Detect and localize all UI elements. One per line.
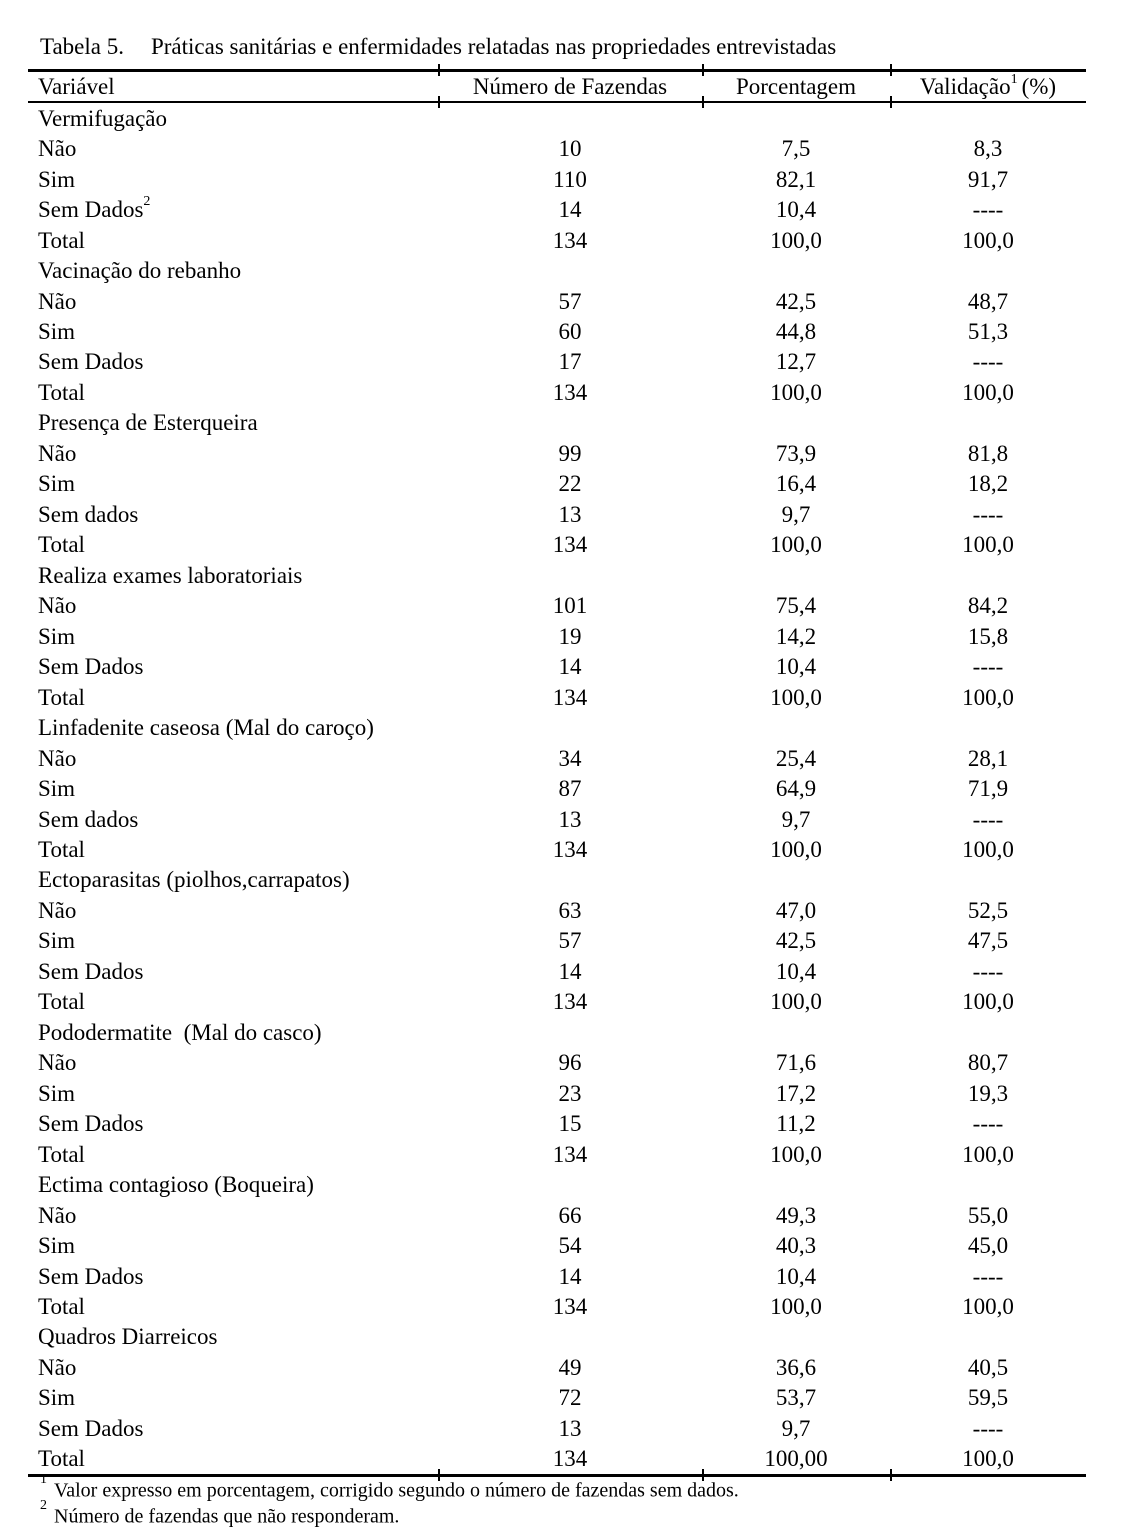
data-row <box>28 1352 1086 1382</box>
percentage-cell: 100,0 <box>770 1294 822 1320</box>
percentage-cell: 17,2 <box>775 1080 817 1106</box>
percentage-cell: 10,4 <box>775 958 817 984</box>
row-label-cell <box>28 1261 438 1291</box>
section-label: Presença de Esterqueira <box>38 410 258 436</box>
row-label-cell <box>28 1413 438 1443</box>
data-row <box>28 164 1086 194</box>
row-label-text: Sem Dados <box>38 654 144 680</box>
data-row <box>28 133 1086 163</box>
row-label-text: Sim <box>38 928 76 954</box>
footnote-2-marker: 2 <box>40 1498 47 1513</box>
footnote-ref-2: 2 <box>143 194 151 210</box>
validation-cell: ---- <box>972 197 1004 223</box>
farms-cell: 57 <box>558 928 582 954</box>
validation-cell: 18,2 <box>967 471 1009 497</box>
column-border-tick <box>890 1469 892 1481</box>
percentage-cell: 10,4 <box>775 197 817 223</box>
validation-cell: 100,0 <box>962 836 1014 862</box>
row-label-text: Total <box>38 532 85 558</box>
farms-cell: 13 <box>558 806 582 832</box>
data-row <box>28 804 1086 834</box>
data-row <box>28 316 1086 346</box>
section-row <box>28 865 1086 895</box>
footnote-1-marker: 1 <box>40 1472 47 1487</box>
percentage-cell: 9,7 <box>781 1415 811 1441</box>
row-label-cell <box>28 347 438 377</box>
validation-cell: 45,0 <box>967 1233 1009 1259</box>
footnote-ref-1: 1 <box>1010 72 1018 88</box>
row-label-cell <box>28 1291 438 1321</box>
data-row <box>28 926 1086 956</box>
percentage-cell: 100,00 <box>764 1446 828 1472</box>
farms-cell: 99 <box>558 440 582 466</box>
farms-cell: 57 <box>558 288 582 314</box>
validation-cell: 84,2 <box>967 593 1009 619</box>
percentage-cell: 100,0 <box>770 1141 822 1167</box>
row-label-cell <box>28 469 438 499</box>
farms-cell: 134 <box>552 1446 588 1472</box>
percentage-cell: 100,0 <box>770 836 822 862</box>
validation-cell: ---- <box>972 1263 1004 1289</box>
row-label-text: Total <box>38 1446 85 1472</box>
validation-cell: 40,5 <box>967 1354 1009 1380</box>
farms-cell: 14 <box>558 1263 582 1289</box>
percentage-cell: 42,5 <box>775 288 817 314</box>
farms-cell: 101 <box>552 593 588 619</box>
validation-cell: 80,7 <box>967 1050 1009 1076</box>
row-label-text: Sim <box>38 319 76 345</box>
col-header-variable: Variável <box>28 71 438 103</box>
data-row <box>28 773 1086 803</box>
col-header-farms: Número de Fazendas <box>438 71 702 103</box>
section-row <box>28 1322 1086 1352</box>
section-label: Vacinação do rebanho <box>38 258 242 284</box>
farms-cell: 60 <box>558 319 582 345</box>
validation-cell: 100,0 <box>962 684 1014 710</box>
row-label-text: Sim <box>38 1233 76 1259</box>
row-label-text: Sem Dados <box>38 958 144 984</box>
validation-cell: 28,1 <box>967 745 1009 771</box>
row-label-cell <box>28 834 438 864</box>
row-label-cell <box>28 1352 438 1382</box>
percentage-cell: 47,0 <box>775 897 817 923</box>
row-label-text: Sim <box>38 1385 76 1411</box>
row-label-cell <box>28 1200 438 1230</box>
col-header-validation <box>890 71 1086 103</box>
row-label-text: Total <box>38 1141 85 1167</box>
table-caption: Práticas sanitárias e enfermidades relatadas nas propriedades entrevistadas <box>150 34 837 59</box>
farms-cell: 96 <box>558 1050 582 1076</box>
row-label-text: Sim <box>38 623 76 649</box>
validation-cell: 100,0 <box>962 532 1014 558</box>
percentage-cell: 100,0 <box>770 532 822 558</box>
row-label-cell <box>28 316 438 346</box>
row-label-cell <box>28 591 438 621</box>
percentage-cell: 42,5 <box>775 928 817 954</box>
percentage-cell: 82,1 <box>775 166 817 192</box>
validation-cell: 15,8 <box>967 623 1009 649</box>
row-label-text: Não <box>38 745 77 771</box>
data-row <box>28 987 1086 1017</box>
data-row <box>28 286 1086 316</box>
section-label: Quadros Diarreicos <box>38 1324 218 1350</box>
farms-cell: 134 <box>552 989 588 1015</box>
percentage-cell: 71,6 <box>775 1050 817 1076</box>
validation-cell: ---- <box>972 806 1004 832</box>
percentage-cell: 100,0 <box>770 989 822 1015</box>
data-row <box>28 1230 1086 1260</box>
data-row <box>28 1291 1086 1321</box>
percentage-cell: 100,0 <box>770 379 822 405</box>
row-label-text: Não <box>38 136 77 162</box>
row-label-text: Sem Dados <box>38 1263 144 1289</box>
row-label-cell <box>28 956 438 986</box>
farms-cell: 134 <box>552 1141 588 1167</box>
farms-cell: 34 <box>558 745 582 771</box>
percentage-cell: 7,5 <box>781 136 811 162</box>
row-label-cell <box>28 438 438 468</box>
validation-cell: 59,5 <box>967 1385 1009 1411</box>
row-label-text: Sem Dados <box>38 1415 144 1441</box>
farms-cell: 87 <box>558 776 582 802</box>
farms-cell: 63 <box>558 897 582 923</box>
validation-cell: 100,0 <box>962 1446 1014 1472</box>
row-label-cell <box>28 773 438 803</box>
data-row <box>28 1139 1086 1169</box>
farms-cell: 19 <box>558 623 582 649</box>
section-label: Linfadenite caseosa (Mal do caroço) <box>38 715 374 741</box>
column-border-tick <box>890 96 892 108</box>
section-label: Realiza exames laboratoriais <box>38 562 303 588</box>
data-row <box>28 591 1086 621</box>
section-label: Ectoparasitas (piolhos,carrapatos) <box>38 867 350 893</box>
section-row <box>28 1169 1086 1199</box>
data-row <box>28 347 1086 377</box>
farms-cell: 14 <box>558 958 582 984</box>
row-label-cell <box>28 194 438 224</box>
data-row <box>28 1413 1086 1443</box>
percentage-cell: 16,4 <box>775 471 817 497</box>
percentage-cell: 10,4 <box>775 1263 817 1289</box>
data-row <box>28 834 1086 864</box>
validation-cell: ---- <box>972 1415 1004 1441</box>
row-label-text: Não <box>38 897 77 923</box>
row-label-text: Sem dados <box>38 501 139 527</box>
sanitary-practices-table <box>28 69 1086 1477</box>
percentage-cell: 9,7 <box>781 806 811 832</box>
row-label-cell <box>28 1139 438 1169</box>
validation-cell: 48,7 <box>967 288 1009 314</box>
farms-cell: 14 <box>558 197 582 223</box>
validation-cell: 81,8 <box>967 440 1009 466</box>
farms-cell: 14 <box>558 654 582 680</box>
validation-cell: 51,3 <box>967 319 1009 345</box>
percentage-cell: 49,3 <box>775 1202 817 1228</box>
data-row <box>28 895 1086 925</box>
data-row <box>28 438 1086 468</box>
percentage-cell: 11,2 <box>776 1111 816 1137</box>
row-label-text: Não <box>38 288 77 314</box>
percentage-cell: 14,2 <box>775 623 817 649</box>
section-row <box>28 408 1086 438</box>
percentage-cell: 36,6 <box>775 1354 817 1380</box>
percentage-cell: 75,4 <box>775 593 817 619</box>
header-row <box>28 71 1086 103</box>
farms-cell: 13 <box>558 1415 582 1441</box>
row-label-text: Total <box>38 684 85 710</box>
data-row <box>28 621 1086 651</box>
farms-cell: 110 <box>553 166 587 192</box>
data-row <box>28 1048 1086 1078</box>
data-row <box>28 1078 1086 1108</box>
section-row <box>28 712 1086 742</box>
data-row <box>28 530 1086 560</box>
row-label-cell <box>28 804 438 834</box>
percentage-cell: 44,8 <box>775 319 817 345</box>
column-border-tick <box>890 64 892 76</box>
row-label-text: Total <box>38 379 85 405</box>
validation-cell: ---- <box>972 958 1004 984</box>
validation-cell: 100,0 <box>962 1294 1014 1320</box>
percentage-cell: 64,9 <box>775 776 817 802</box>
section-row <box>28 560 1086 590</box>
validation-cell: 100,0 <box>962 989 1014 1015</box>
percentage-cell: 12,7 <box>775 349 817 375</box>
table-number-label: Tabela 5. <box>40 34 124 59</box>
validation-cell: ---- <box>972 501 1004 527</box>
farms-cell: 66 <box>558 1202 582 1228</box>
row-label-cell <box>28 377 438 407</box>
row-label-cell <box>28 1444 438 1476</box>
row-label-text: Não <box>38 1050 77 1076</box>
column-border-tick <box>702 64 704 76</box>
percentage-cell: 100,0 <box>770 684 822 710</box>
data-row <box>28 1383 1086 1413</box>
farms-cell: 54 <box>558 1233 582 1259</box>
farms-cell: 13 <box>558 501 582 527</box>
percentage-cell: 25,4 <box>775 745 817 771</box>
percentage-cell: 9,7 <box>781 501 811 527</box>
row-label-text: Sim <box>38 1080 76 1106</box>
row-label-cell <box>28 286 438 316</box>
data-row <box>28 225 1086 255</box>
farms-cell: 72 <box>558 1385 582 1411</box>
row-label-text: Sem Dados <box>38 1111 144 1137</box>
column-border-tick <box>438 64 440 76</box>
col-header-percentage: Porcentagem <box>702 71 890 103</box>
percentage-cell: 40,3 <box>775 1233 817 1259</box>
data-row <box>28 682 1086 712</box>
percentage-cell: 10,4 <box>775 654 817 680</box>
data-row <box>28 499 1086 529</box>
percentage-cell: 73,9 <box>775 440 817 466</box>
row-label-cell <box>28 530 438 560</box>
row-label-cell <box>28 1048 438 1078</box>
row-label-cell <box>28 133 438 163</box>
section-row <box>28 1017 1086 1047</box>
data-row <box>28 1200 1086 1230</box>
farms-cell: 23 <box>558 1080 582 1106</box>
row-label-text: Sem Dados <box>38 349 144 375</box>
row-label-text: Não <box>38 1354 77 1380</box>
row-label-cell <box>28 1230 438 1260</box>
footnote-2 <box>40 1498 400 1529</box>
row-label-cell <box>28 1383 438 1413</box>
row-label-text: Sim <box>38 776 76 802</box>
row-label-text: Não <box>38 593 77 619</box>
validation-cell: 100,0 <box>962 1141 1014 1167</box>
section-label: Pododermatite (Mal do casco) <box>38 1019 322 1045</box>
section-label: Ectima contagioso (Boqueira) <box>38 1172 314 1198</box>
column-border-tick <box>702 96 704 108</box>
row-label-cell <box>28 926 438 956</box>
data-row <box>28 377 1086 407</box>
farms-cell: 134 <box>552 684 588 710</box>
row-label-text: Sem Dados <box>38 197 144 223</box>
validation-cell: 55,0 <box>967 1202 1009 1228</box>
data-row <box>28 1444 1086 1476</box>
validation-cell: 52,5 <box>967 897 1009 923</box>
farms-cell: 134 <box>552 379 588 405</box>
validation-cell: 19,3 <box>967 1080 1009 1106</box>
farms-cell: 15 <box>558 1111 582 1137</box>
section-label: Vermifugação <box>38 105 167 131</box>
farms-cell: 134 <box>552 1294 588 1320</box>
section-row <box>28 102 1086 133</box>
farms-cell: 134 <box>552 836 588 862</box>
data-row <box>28 956 1086 986</box>
row-label-cell <box>28 651 438 681</box>
percentage-cell: 53,7 <box>775 1385 817 1411</box>
data-row <box>28 1261 1086 1291</box>
percentage-cell: 100,0 <box>770 227 822 253</box>
table-title <box>40 34 836 60</box>
row-label-text: Total <box>38 836 85 862</box>
section-row <box>28 255 1086 285</box>
row-label-cell <box>28 499 438 529</box>
row-label-cell <box>28 743 438 773</box>
row-label-text: Sem dados <box>38 806 139 832</box>
validation-cell: 100,0 <box>962 227 1014 253</box>
footnote-2-text: Número de fazendas que não responderam. <box>54 1505 400 1528</box>
row-label-text: Não <box>38 440 77 466</box>
validation-cell: 100,0 <box>962 379 1014 405</box>
validation-cell: ---- <box>972 349 1004 375</box>
row-label-cell <box>28 895 438 925</box>
data-row <box>28 651 1086 681</box>
farms-cell: 22 <box>558 471 582 497</box>
row-label-text: Sim <box>38 166 76 192</box>
validation-cell: 47,5 <box>967 928 1009 954</box>
validation-cell: 71,9 <box>967 776 1009 802</box>
row-label-text: Sim <box>38 471 76 497</box>
data-row <box>28 743 1086 773</box>
row-label-cell <box>28 621 438 651</box>
row-label-cell <box>28 1078 438 1108</box>
row-label-cell <box>28 682 438 712</box>
validation-cell: ---- <box>972 1111 1004 1137</box>
row-label-text: Total <box>38 1294 85 1320</box>
row-label-text: Total <box>38 989 85 1015</box>
row-label-cell <box>28 225 438 255</box>
data-row <box>28 194 1086 224</box>
farms-cell: 17 <box>558 349 582 375</box>
col-header-validation-unit: (%) <box>1021 74 1057 99</box>
column-border-tick <box>438 96 440 108</box>
farms-cell: 49 <box>558 1354 582 1380</box>
footnote-1 <box>40 1472 739 1503</box>
validation-cell: ---- <box>972 654 1004 680</box>
farms-cell: 134 <box>552 227 588 253</box>
row-label-text: Total <box>38 227 85 253</box>
validation-cell: 8,3 <box>973 136 1003 162</box>
col-header-validation-text: Validação <box>919 74 1011 99</box>
row-label-cell <box>28 987 438 1017</box>
data-row <box>28 1108 1086 1138</box>
footnote-1-text: Valor expresso em porcentagem, corrigido segundo o número de fazendas sem dados. <box>54 1479 739 1502</box>
row-label-cell <box>28 164 438 194</box>
validation-cell: 91,7 <box>967 166 1009 192</box>
data-row <box>28 469 1086 499</box>
row-label-cell <box>28 1108 438 1138</box>
row-label-text: Não <box>38 1202 77 1228</box>
table-body <box>28 102 1086 1476</box>
farms-cell: 134 <box>552 532 588 558</box>
farms-cell: 10 <box>558 136 582 162</box>
